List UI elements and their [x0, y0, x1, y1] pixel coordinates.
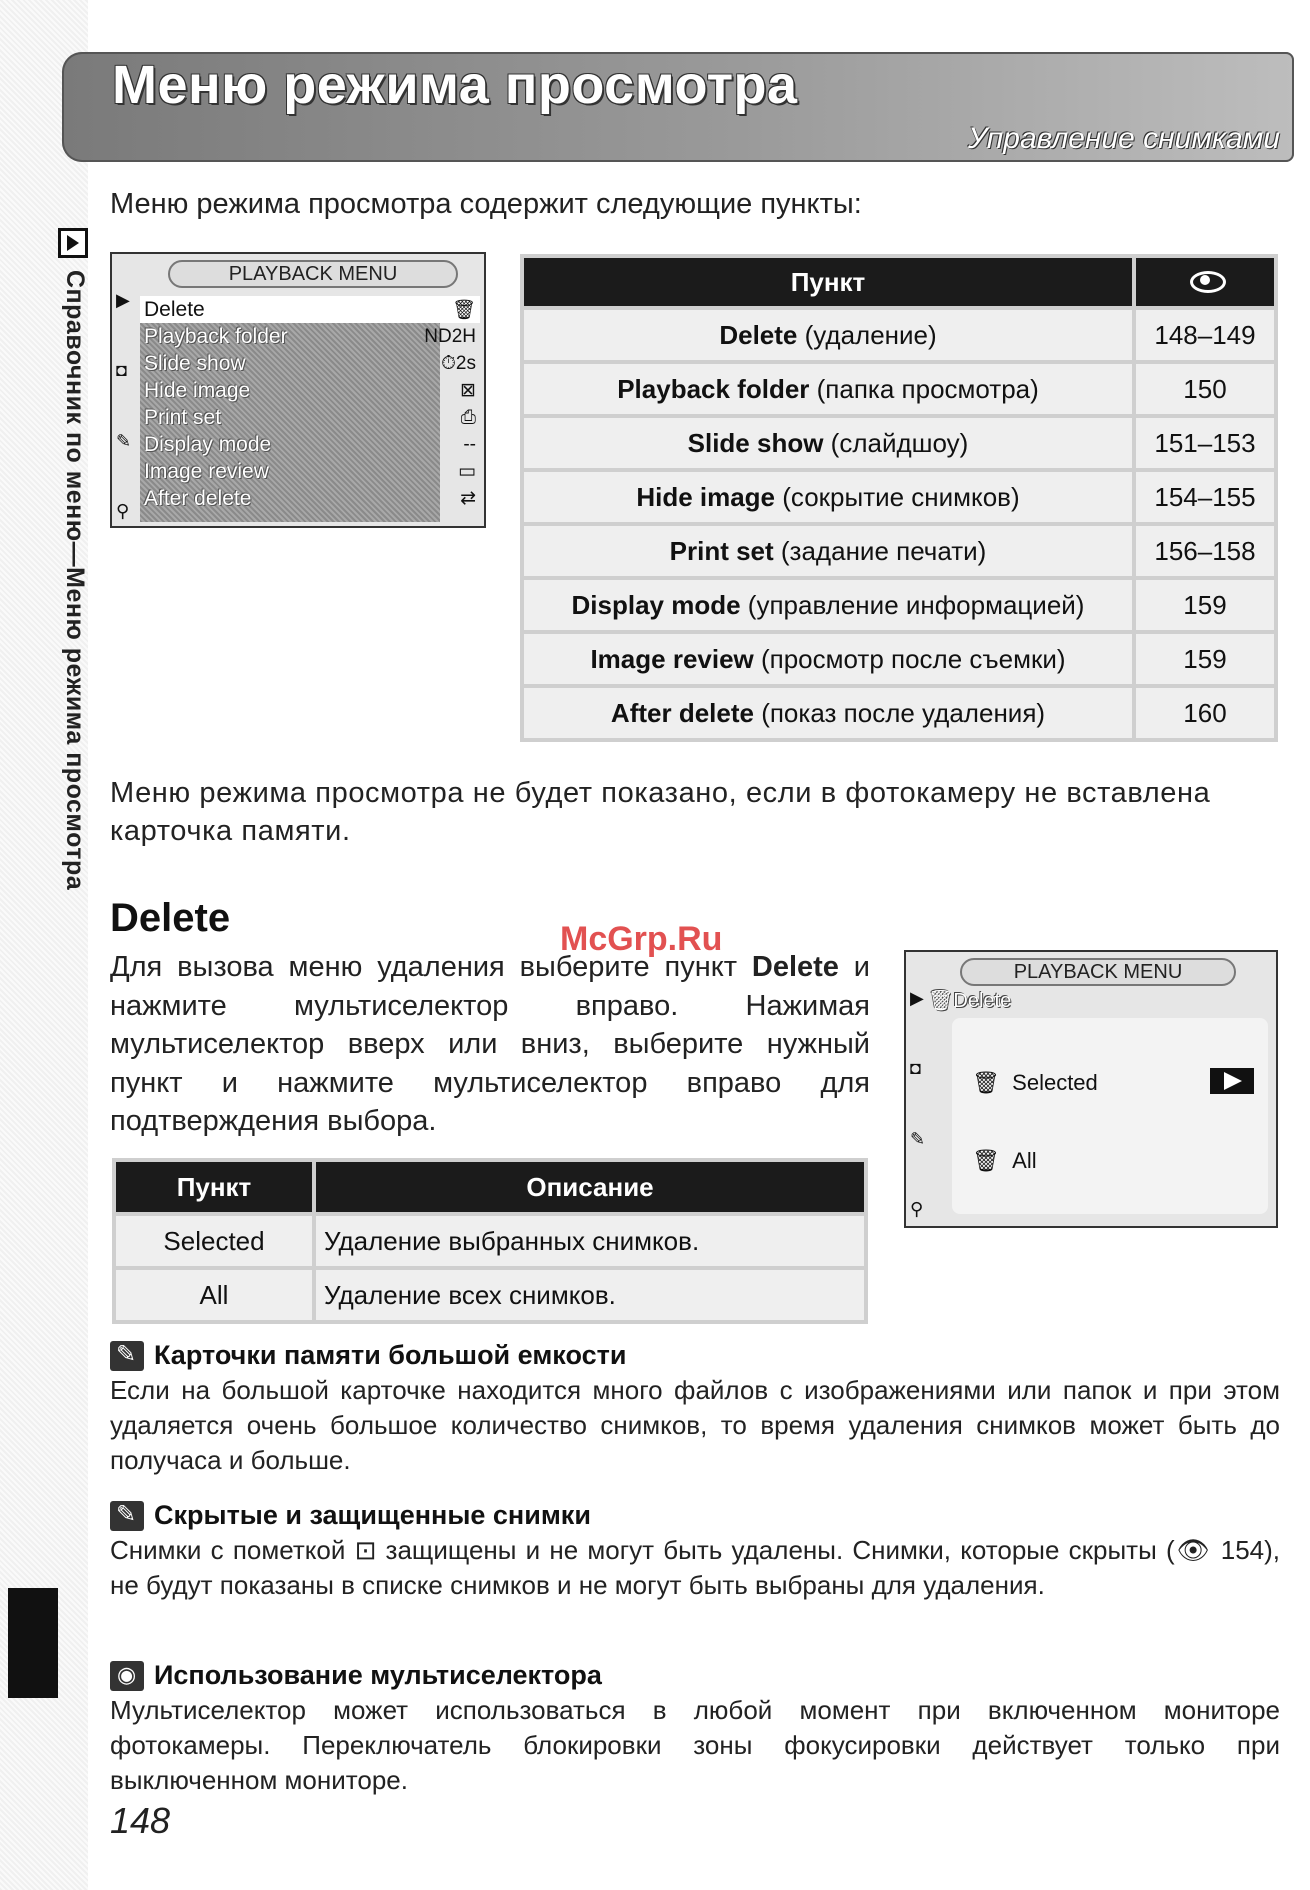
page-title: Меню режима просмотра	[112, 55, 798, 115]
option-all: 🗑 All	[972, 1148, 1037, 1173]
playback-menu-screen	[110, 252, 486, 528]
camera-tab-icon: ◘	[910, 1058, 921, 1079]
table-row: All Удаление всех снимков.	[116, 1270, 864, 1320]
screen-menu-item: Display mode --	[144, 432, 476, 456]
intro-text: Меню режима просмотра содержит следующие пункты:	[110, 188, 862, 220]
hide-icon: ⊠	[460, 380, 476, 401]
after-delete-icon: ⇄	[460, 488, 476, 509]
screen-menu-item: Playback folder ND2H	[144, 324, 476, 348]
screen-tab-icons	[116, 290, 140, 522]
screen-menu-item: Delete 🗑	[140, 296, 480, 323]
memory-card-note: Меню режима просмотра не будет показано, если в фотокамеру не вставлена карточка памяти.	[110, 777, 1211, 847]
note-hidden-protected: ✎ Скрытые и защищенные снимки Снимки с пометкой ⊡ защищены и не могут быть удалены. Снимки, которые скрыты (👁 154), не будут показаны в списке снимков и не могут быть выбраны для удаления.	[110, 1500, 1280, 1603]
delete-section-title: Delete	[110, 896, 231, 940]
screen-menu-item: Image review ▭	[144, 459, 476, 483]
table-row: Delete (удаление) 148–149	[524, 310, 1274, 360]
option-selected: 🗑 Selected	[972, 1070, 1098, 1095]
playback-tab-icon: ▶	[910, 988, 924, 1008]
table-header-item: Пункт	[524, 258, 1132, 306]
review-icon: ▭	[458, 461, 476, 482]
note-multiselector: ◉ Использование мультиселектора Мультиселектор может использоваться в любой момент при включенном мониторе фотокамеры. Переключатель блокировки зоны фокусировки действует только при выключенном мониторе.	[110, 1660, 1280, 1798]
delete-options-table	[112, 1158, 868, 1324]
table-header-page	[1136, 258, 1274, 306]
screen-menu-item: Slide show ⏱2s	[144, 351, 476, 375]
pencil-icon	[110, 1501, 144, 1531]
pencil-icon	[110, 1341, 144, 1371]
table-header-desc: Описание	[316, 1162, 864, 1212]
wrench-tab-icon: ⚲	[116, 500, 130, 521]
screen-menu-title: PLAYBACK MENU	[168, 260, 458, 288]
table-row: After delete (показ после удаления) 160	[524, 688, 1274, 738]
delete-section-body: Для вызова меню удаления выберите пункт Delete и нажмите мультиселектор вправо. Нажимая мультиселектор вверх или вниз, выберите нужный пункт и нажмите мультиселектор вправо для подтверждения выбора.	[110, 951, 870, 1137]
pencil-tab-icon: ✎	[910, 1128, 926, 1149]
screen-menu-item: Print set ⎙	[144, 405, 476, 429]
table-row: Selected Удаление выбранных снимков.	[116, 1216, 864, 1266]
wrench-tab-icon: ⚲	[910, 1198, 924, 1219]
table-header-row	[116, 1162, 864, 1212]
table-row: Display mode (управление информацией) 159	[524, 580, 1274, 630]
table-row: Hide image (сокрытие снимков) 154–155	[524, 472, 1274, 522]
delete-icon: 🗑	[451, 299, 476, 321]
camera-icon	[110, 1661, 144, 1691]
table-row: Print set (задание печати) 156–158	[524, 526, 1274, 576]
page-subtitle: Управление снимками	[967, 122, 1280, 155]
camera-tab-icon: ◘	[116, 360, 127, 381]
delete-menu-screen	[904, 950, 1278, 1228]
screen-tab-icons	[910, 988, 932, 1220]
table-header-row	[524, 258, 1274, 306]
page-number: 148	[110, 1800, 171, 1841]
table-header-item: Пункт	[116, 1162, 312, 1212]
delete-options-panel	[952, 1018, 1268, 1214]
print-icon: ⎙	[460, 406, 476, 428]
screen-menu-item: Hide image ⊠	[144, 378, 476, 402]
playback-tab-icon: ▶	[116, 290, 130, 310]
watermark: McGrp.Ru	[560, 920, 723, 958]
screen-menu-item: After delete ⇄	[144, 486, 476, 510]
table-row: Image review (просмотр после съемки) 159	[524, 634, 1274, 684]
screen-menu-title: PLAYBACK MENU	[960, 958, 1236, 986]
table-row: Playback folder (папка просмотра) 150	[524, 364, 1274, 414]
side-section-label: Справочник по меню—Меню режима просмотра	[61, 270, 89, 891]
pencil-tab-icon: ✎	[116, 430, 132, 451]
screen-menu-list	[140, 296, 480, 512]
eye-icon	[1190, 267, 1220, 291]
playback-icon	[58, 228, 88, 258]
screen-submenu-label: 🗑Delete	[928, 990, 1012, 1012]
table-row: Slide show (слайдшоу) 151–153	[524, 418, 1274, 468]
menu-items-table	[520, 254, 1278, 742]
note-large-cards: ✎ Карточки памяти большой емкости Если на большой карточке находится много файлов с изображениями или папок и при этом удаляется очень большое количество снимков, то время удаления снимков может быть до получаса и больше.	[110, 1340, 1280, 1478]
chapter-tab	[8, 1588, 58, 1698]
right-arrow-icon	[1210, 1068, 1254, 1094]
timer-icon: ⏱2s	[441, 352, 476, 374]
